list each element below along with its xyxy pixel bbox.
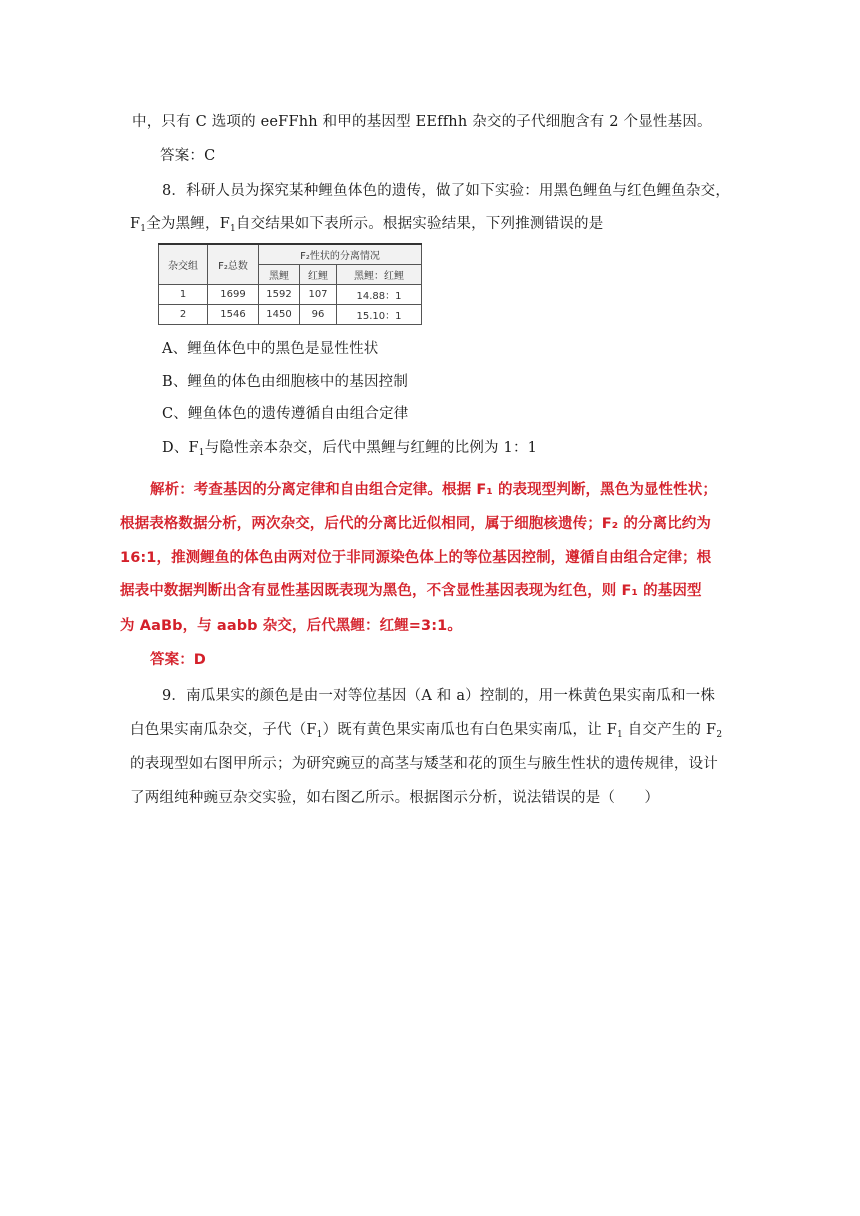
cell-red: 107 <box>300 285 337 305</box>
header-ratio: 黑鲤：红鲤 <box>337 265 422 285</box>
analysis-answer: 答案：D <box>150 652 206 668</box>
cell-ratio: 14.88：1 <box>337 285 422 305</box>
analysis-line-4: 据表中数据判断出含有显性基因既表现为黑色，不含显性基因表现为红色，则 F₁ 的基因型 <box>120 583 702 599</box>
option-c: C、鲤鱼体色的遗传遵循自由组合定律 <box>162 406 409 422</box>
cell-group: 1 <box>159 285 208 305</box>
cell-ratio: 15.10：1 <box>337 305 422 325</box>
analysis-line-3: 16:1，推测鲤鱼的体色由两对位于非同源染色体上的等位基因控制，遵循自由组合定律；根 <box>120 550 712 566</box>
cell-total: 1699 <box>208 285 259 305</box>
cell-black: 1592 <box>259 285 300 305</box>
question-8-stem: 8．科研人员为探究某种鲤鱼体色的遗传，做了如下实验：用黑色鲤鱼与红色鲤鱼杂交， <box>162 183 731 199</box>
text-line: 中，只有 C 选项的 eeFFhh 和甲的基因型 EEffhh 杂交的子代细胞含有 2 个显性基因。 <box>132 114 712 130</box>
header-red: 红鲤 <box>300 265 337 285</box>
option-a: A、鲤鱼体色中的黑色是显性性状 <box>162 341 379 357</box>
question-9-line-2: 白色果实南瓜杂交，子代$(F_1)$既有黄色果实南瓜也有白色果实南瓜，让 $F_1$ 自交产生的 $F_2$ <box>130 722 723 740</box>
answer-line: 答案：C <box>160 148 216 164</box>
table-row <box>159 305 422 325</box>
option-b: B、鲤鱼的体色由细胞核中的基因控制 <box>162 374 409 390</box>
cell-group: 2 <box>159 305 208 325</box>
question-8-stem-cont: $F_1$全为黑鲤，$F_1$自交结果如下表所示。根据实验结果，下列推测错误的是 <box>130 216 604 234</box>
analysis-line-1: 解析：考查基因的分离定律和自由组合定律。根据 F₁ 的表现型判断，黑色为显性性状； <box>150 482 717 498</box>
header-total: F₂总数 <box>208 244 259 285</box>
header-separation: F₂性状的分离情况 <box>259 244 422 265</box>
header-group: 杂交组 <box>159 244 208 285</box>
cell-red: 96 <box>300 305 337 325</box>
cell-black: 1450 <box>259 305 300 325</box>
question-9-line-3: 的表现型如右图甲所示；为研究豌豆的高茎与矮茎和花的顶生与腋生性状的遗传规律，设计 <box>130 756 718 772</box>
question-9-line-1: 9．南瓜果实的颜色是由一对等位基因（A 和 a）控制的，用一株黄色果实南瓜和一株 <box>162 688 716 704</box>
option-d: D、$F_1$与隐性亲本杂交，后代中黑鲤与红鲤的比例为 1：1 <box>162 440 538 458</box>
analysis-line-5: 为 AaBb，与 aabb 杂交，后代黑鲤：红鲤=3:1。 <box>120 618 462 634</box>
experiment-table <box>158 243 422 325</box>
table-row <box>159 285 422 305</box>
header-black: 黑鲤 <box>259 265 300 285</box>
question-9-line-4: 了两组纯种豌豆杂交实验，如右图乙所示。根据图示分析，说法错误的是（ ） <box>130 790 660 806</box>
cell-total: 1546 <box>208 305 259 325</box>
analysis-line-2: 根据表格数据分析，两次杂交，后代的分离比近似相同，属于细胞核遗传；F₂ 的分离比约为 <box>120 516 711 532</box>
